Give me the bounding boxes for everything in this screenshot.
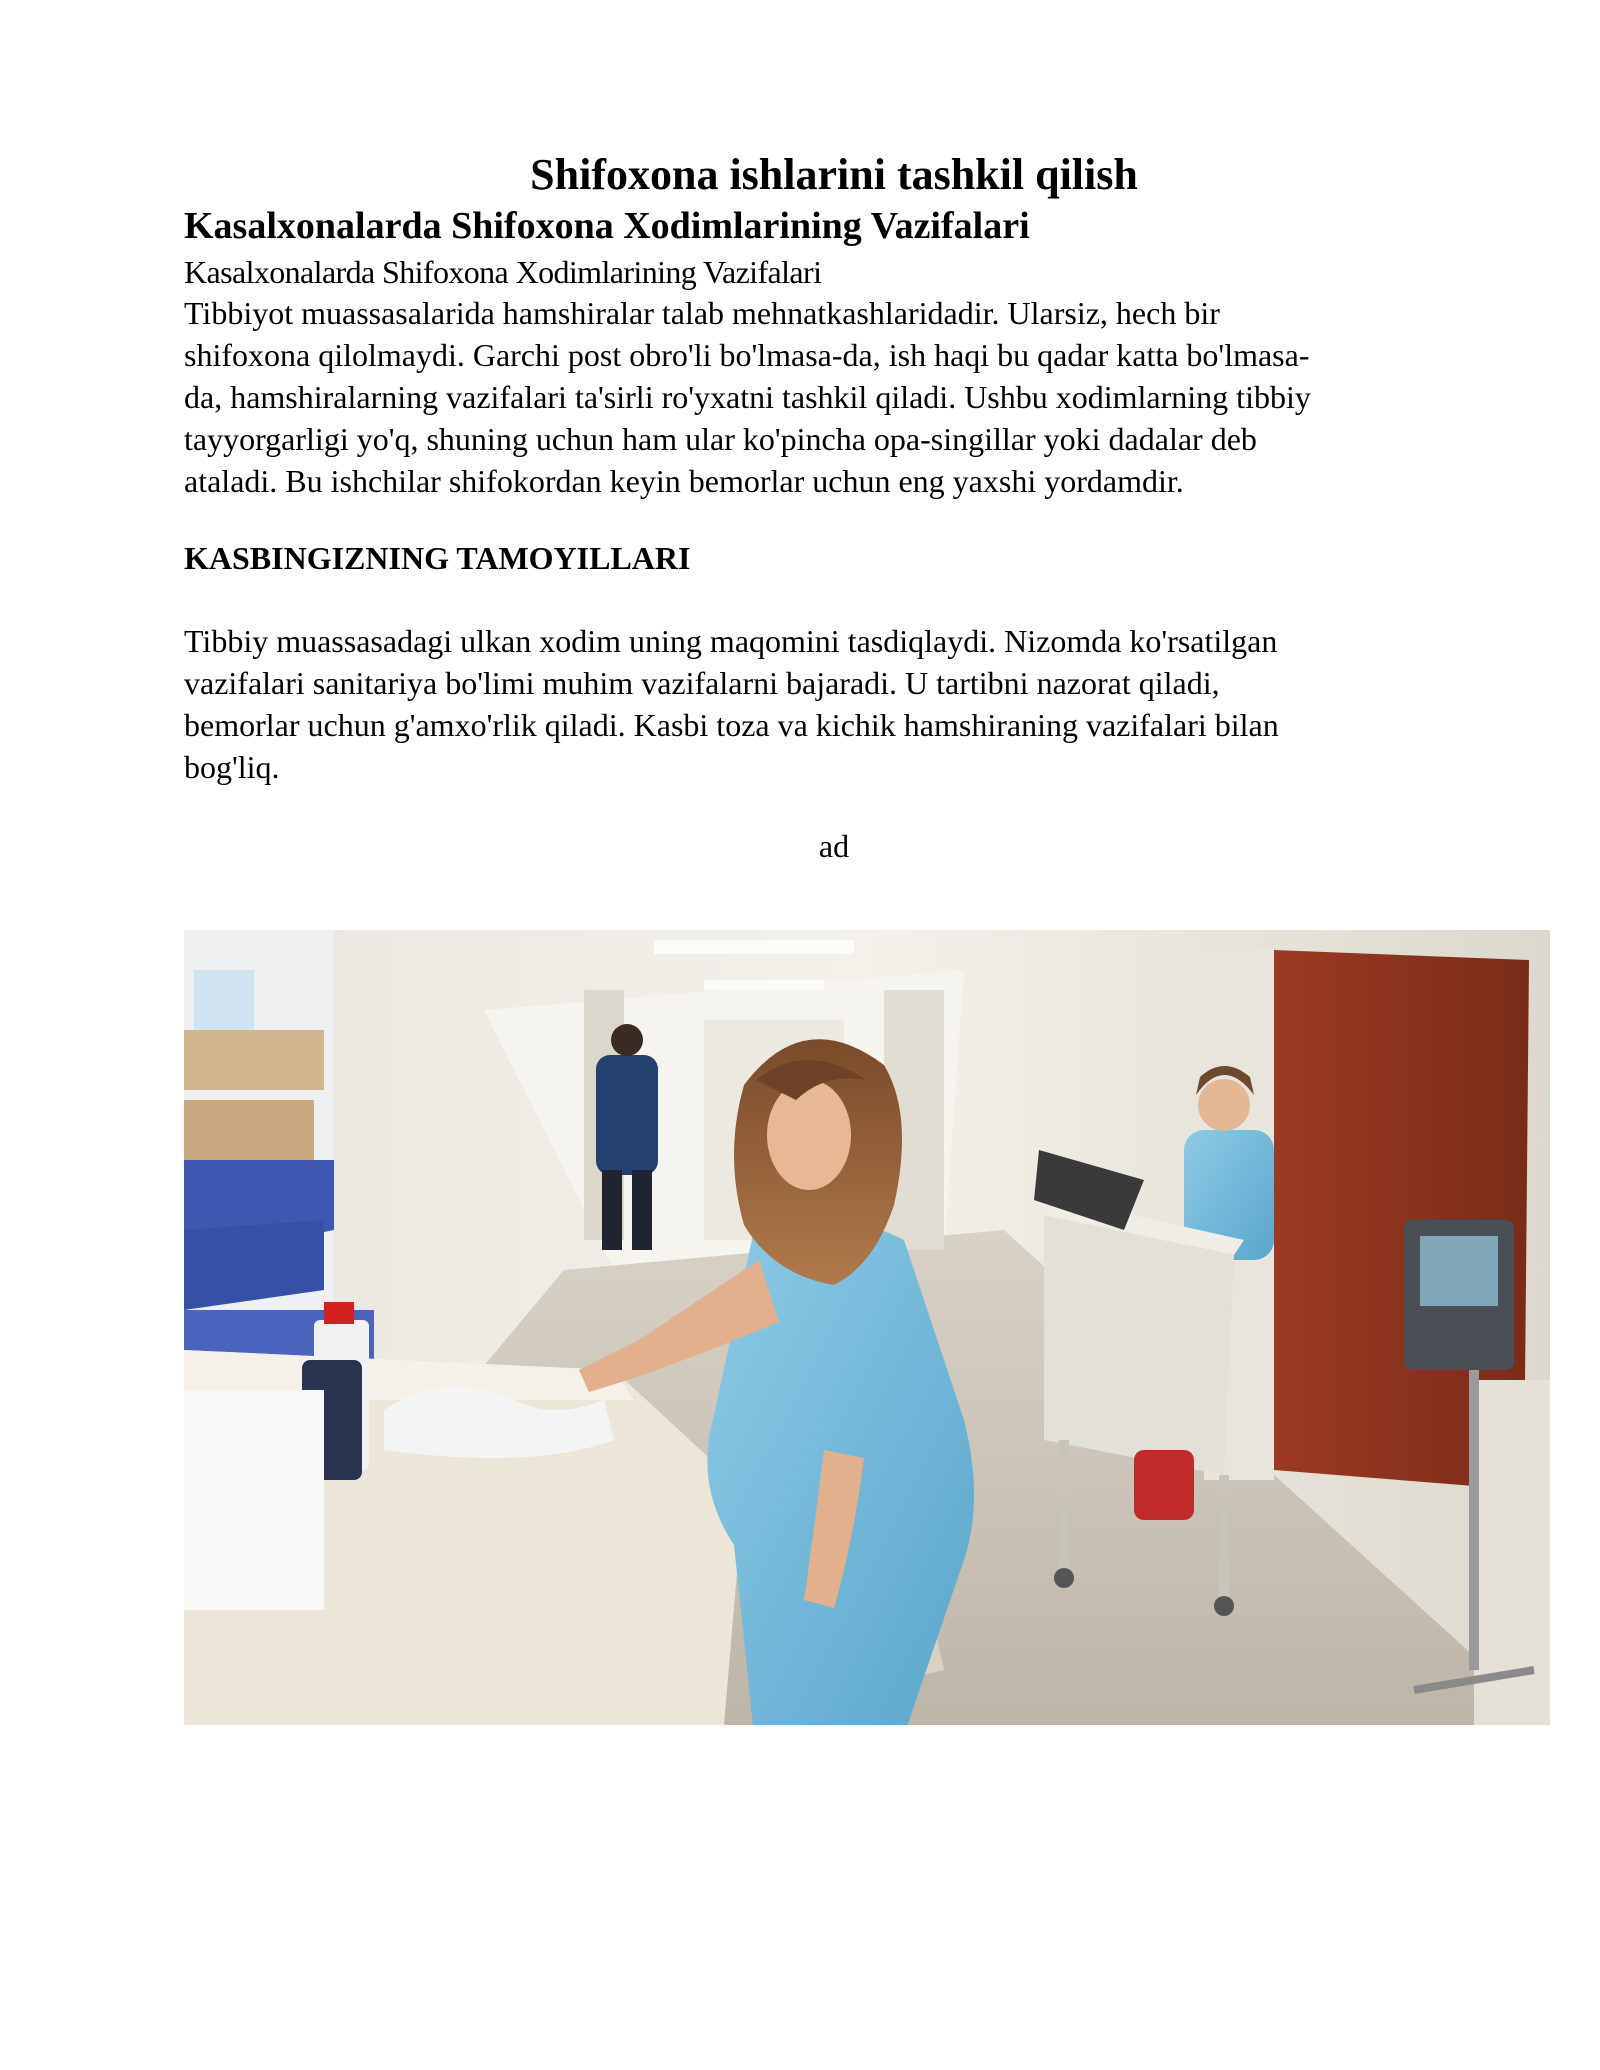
paragraph-line: ataladi. Bu ishchilar shifokordan keyin bemorlar uchun eng yaxshi yordamdir. xyxy=(184,463,1184,499)
paragraph-line: Tibbiyot muassasalarida hamshiralar talab mehnatkashlaridadir. Ularsiz, hech bir xyxy=(184,295,1220,331)
wheel-shape xyxy=(1054,1568,1074,1588)
paragraph-line: Tibbiy muassasadagi ulkan xodim uning maqomini tasdiqlaydi. Nizomda ko'rsatilgan xyxy=(184,623,1278,659)
paragraph-line: bemorlar uchun g'amxo'rlik qiladi. Kasbi toza va kichik hamshiraning vazifalari bilan xyxy=(184,707,1279,743)
ceiling-light-shape xyxy=(704,980,824,990)
ad-label: ad xyxy=(818,828,850,864)
nurse-face-shape xyxy=(767,1080,851,1190)
cart-shape xyxy=(1044,1215,1234,1475)
waste-bin-shape xyxy=(1134,1450,1194,1520)
person-leg-shape xyxy=(602,1170,622,1250)
monitor-screen-shape xyxy=(1420,1236,1498,1306)
intro-paragraph xyxy=(184,292,1504,502)
second-nurse-head-shape xyxy=(1198,1079,1250,1131)
paragraph-line: vazifalari sanitariya bo'limi muhim vazifalarni bajaradi. U tartibni nazorat qiladi, xyxy=(184,665,1220,701)
paragraph-line: bog'liq. xyxy=(184,749,280,785)
section-heading: KASBINGIZNING TAMOYILLARI xyxy=(184,540,691,576)
ceiling-light-shape xyxy=(654,940,854,954)
wheel-shape xyxy=(1214,1596,1234,1616)
article-subheading: Kasalxonalarda Shifoxona Xodimlarining Vazifalari xyxy=(184,254,822,290)
nurses-photo xyxy=(184,930,1550,1725)
paragraph-line: tayyorgarligi yo'q, shuning uchun ham ular ko'pincha opa-singillar yoki dadalar deb xyxy=(184,421,1257,457)
photo-illustration xyxy=(184,930,1550,1725)
bottle-cap-shape xyxy=(324,1302,354,1324)
person-shape xyxy=(596,1055,658,1175)
person-head-shape xyxy=(611,1024,643,1056)
paragraph-line: da, hamshiralarning vazifalari ta'sirli ro'yxatni tashkil qiladi. Ushbu xodimlarning tibbiy xyxy=(184,379,1311,415)
section-paragraph xyxy=(184,620,1504,788)
article-heading: Kasalxonalarda Shifoxona Xodimlarining Vazifalari xyxy=(184,205,1030,247)
person-leg-shape xyxy=(632,1170,652,1250)
paragraph-line: shifoxona qilolmaydi. Garchi post obro'li bo'lmasa-da, ish haqi bu qadar katta bo'lmasa- xyxy=(184,337,1310,373)
document-title: Shifoxona ishlarini tashkil qilish xyxy=(530,150,1138,199)
supply-box-shape xyxy=(184,1390,324,1610)
box-shape xyxy=(184,1030,324,1090)
box-shape xyxy=(184,1100,314,1160)
